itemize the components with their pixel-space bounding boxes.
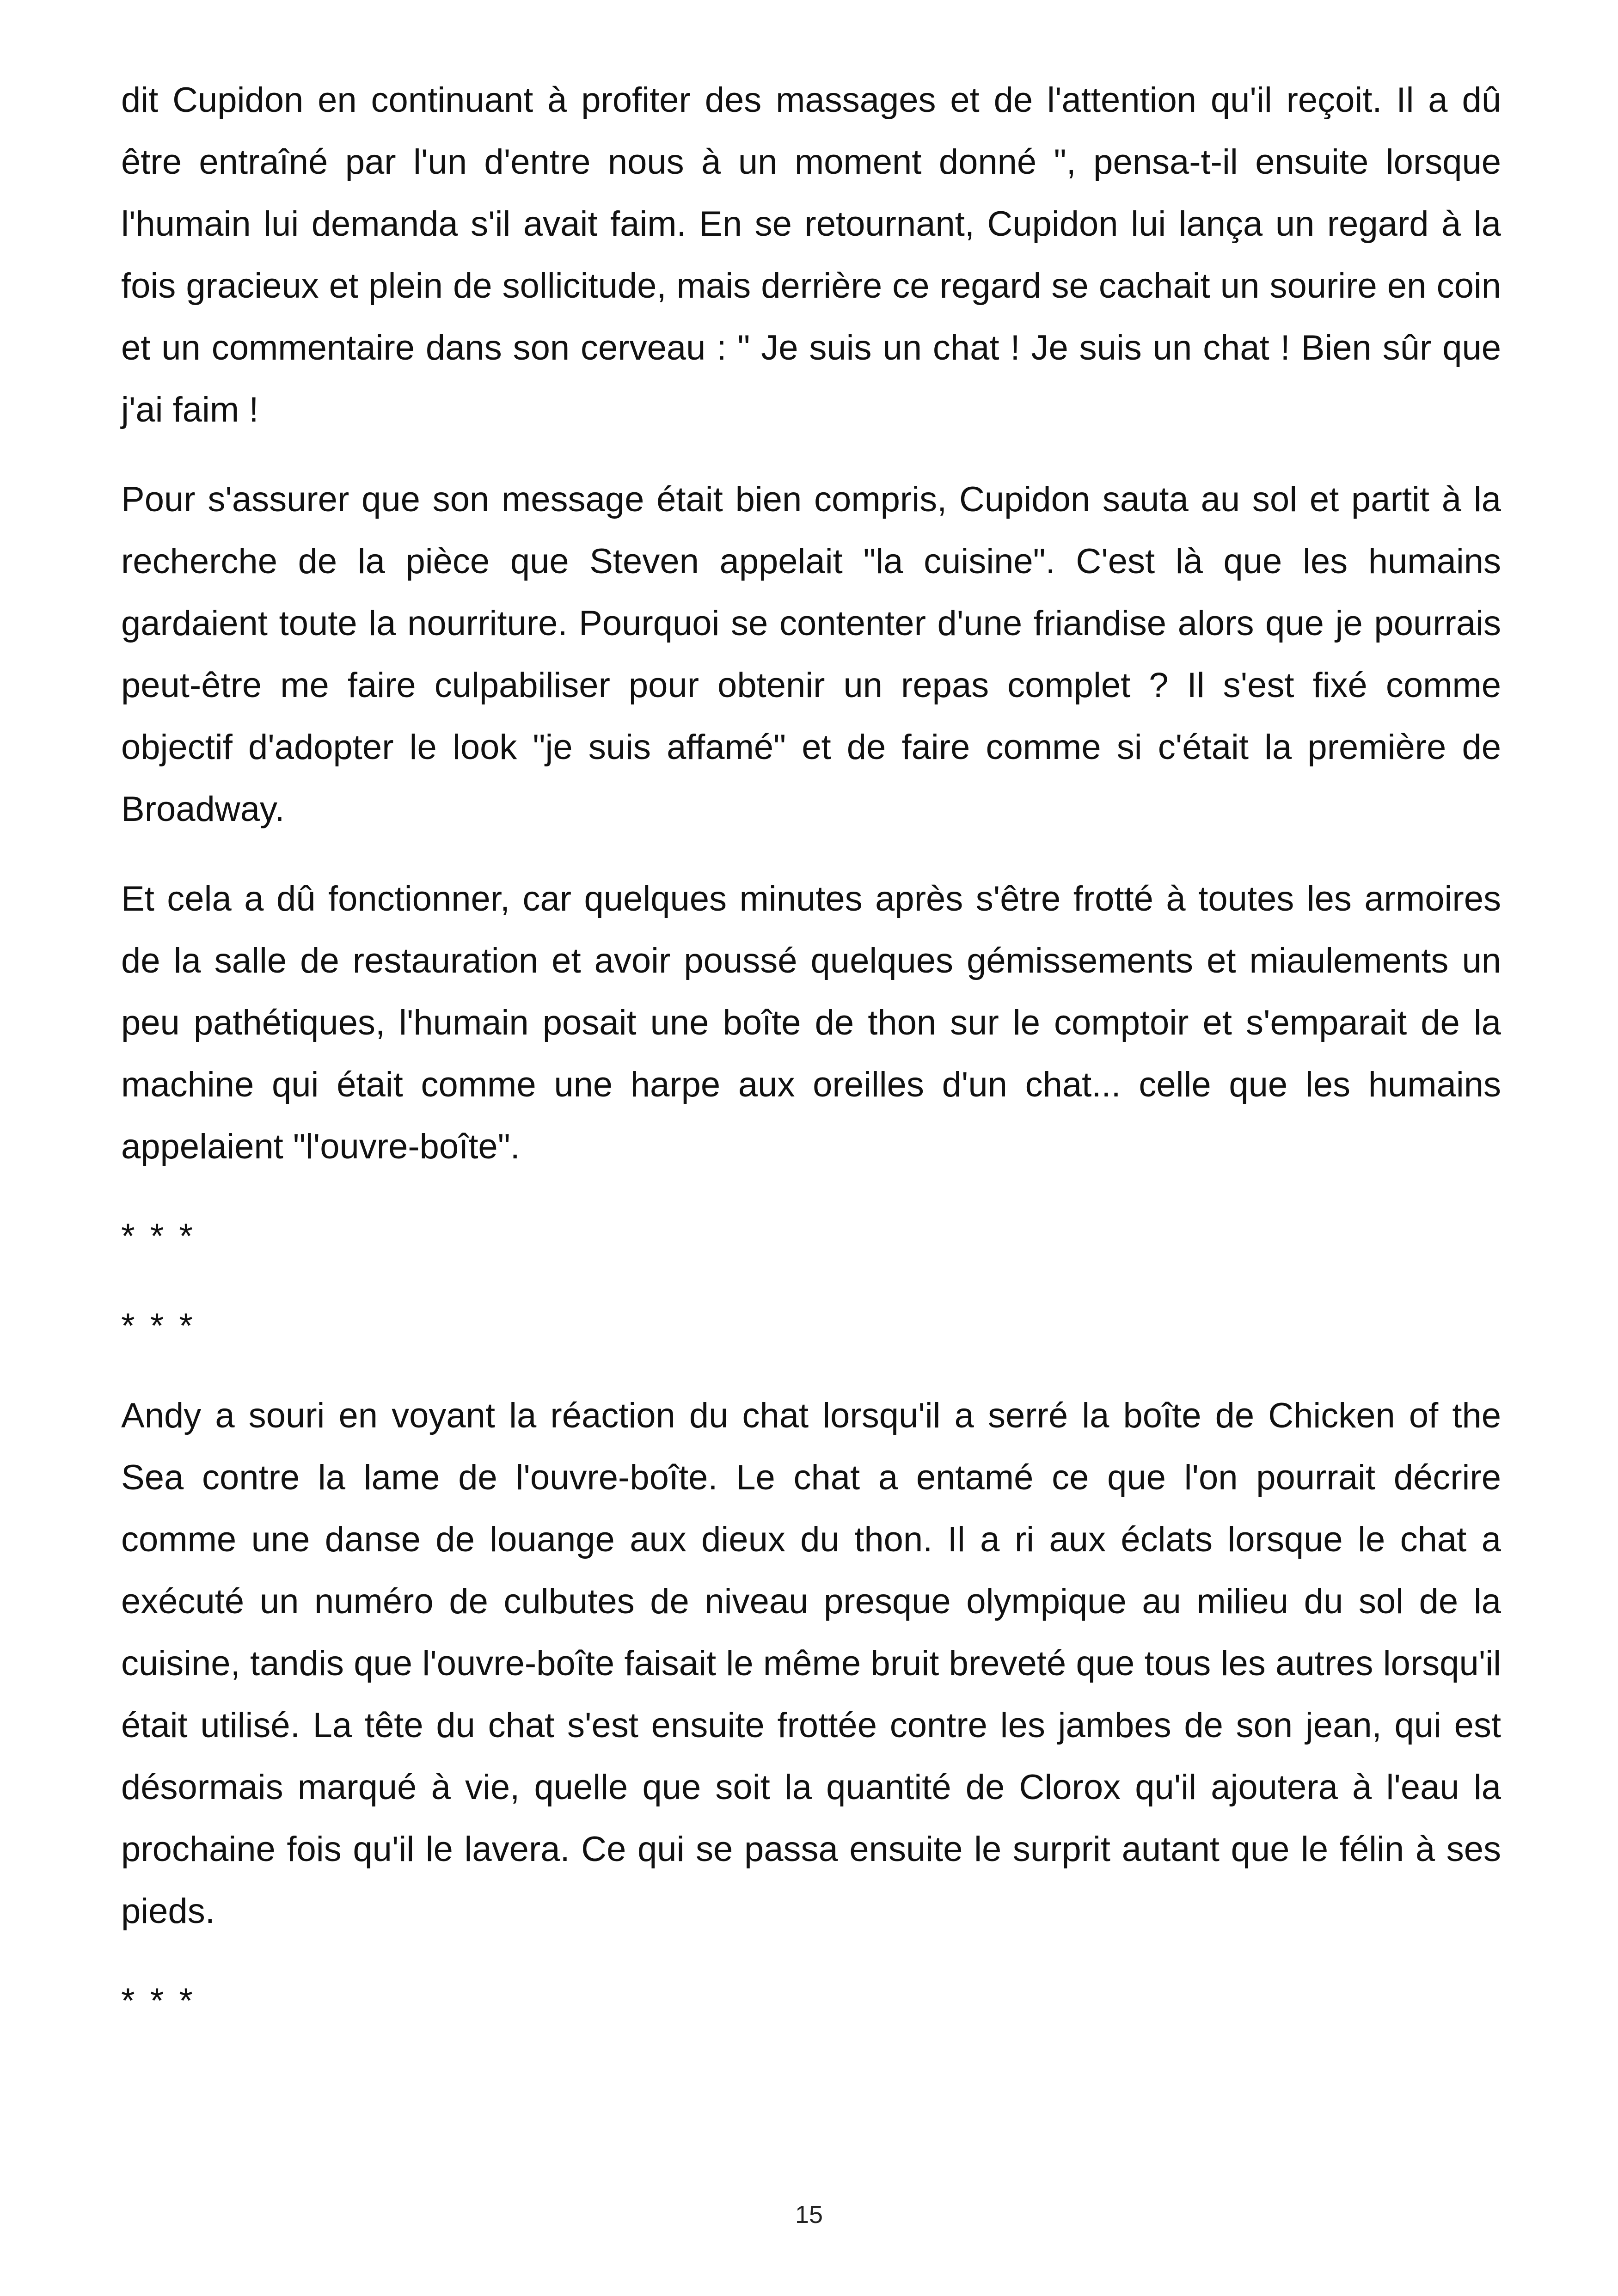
paragraph-2: Pour s'assurer que son message était bien compris, Cupidon sauta au sol et partit à la recherche de la pièce que Steven appelait "la cuisine". C'est là que les humains gardaient toute la nourriture. Pourquoi se contenter d'une friandise alors que je pourrais peut-être me faire culpabiliser pour obtenir un repas complet ? Il s'est fixé comme objectif d'adopter le look "je suis affamé" et de faire comme si c'était la première de Broadway. xyxy=(121,480,1501,829)
scene-separator-2: * * * xyxy=(121,1306,196,1346)
paragraph-3: Et cela a dû fonctionner, car quelques minutes après s'être frotté à toutes les armoires de la salle de restauration et avoir poussé quelques gémissements et miaulements un peu pathétiques, l'humain posait une boîte de thon sur le comptoir et s'emparait de la machine qui était comme une harpe aux oreilles d'un chat... celle que les humains appelaient "l'ouvre-boîte". xyxy=(121,879,1501,1166)
page-number: 15 xyxy=(795,2201,823,2229)
body-text xyxy=(121,69,1501,2060)
scene-separator-1: * * * xyxy=(121,1217,196,1256)
paragraph-1: dit Cupidon en continuant à profiter des massages et de l'attention qu'il reçoit. Il a dû être entraîné par l'un d'entre nous à un moment donné ", pensa-t-il ensuite lorsque l'humain lui demanda s'il avait faim. En se retournant, Cupidon lui lança un regard à la fois gracieux et plein de sollicitude, mais derrière ce regard se cachait un sourire en coin et un commentaire dans son cerveau : " Je suis un chat ! Je suis un chat ! Bien sûr que j'ai faim ! xyxy=(121,80,1501,429)
paragraph-4: Andy a souri en voyant la réaction du chat lorsqu'il a serré la boîte de Chicken of the Sea contre la lame de l'ouvre-boîte. Le chat a entamé ce que l'on pourrait décrire comme une danse de louange aux dieux du thon. Il a ri aux éclats lorsque le chat a exécuté un numéro de culbutes de niveau presque olympique au milieu du sol de la cuisine, tandis que l'ouvre-boîte faisait le même bruit breveté que tous les autres lorsqu'il était utilisé. La tête du chat s'est ensuite frottée contre les jambes de son jean, qui est désormais marqué à vie, quelle que soit la quantité de Clorox qu'il ajoutera à l'eau la prochaine fois qu'il le lavera. Ce qui se passa ensuite le surprit autant que le félin à ses pieds. xyxy=(121,1396,1501,1931)
scene-separator-3: * * * xyxy=(121,1981,196,2020)
